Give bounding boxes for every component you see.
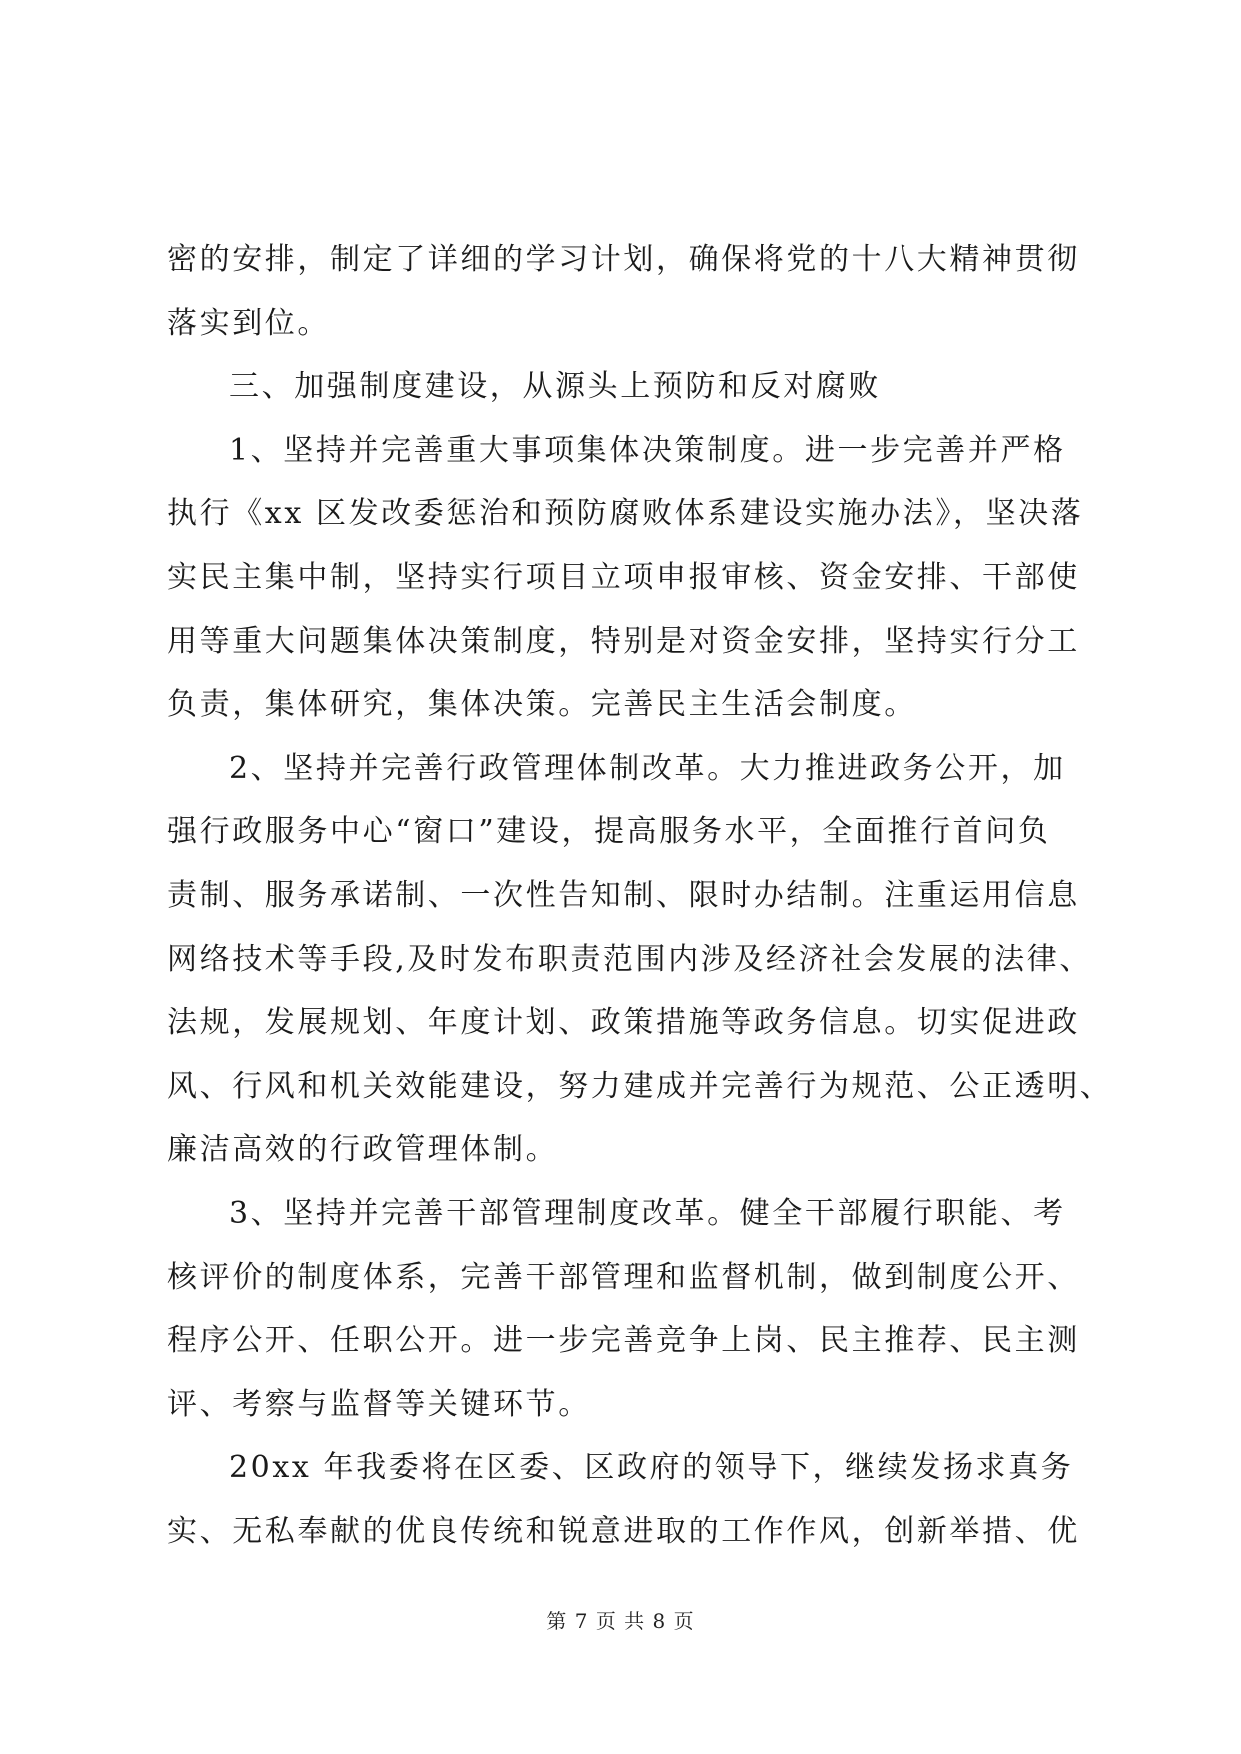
- text-line: 密的安排，制定了详细的学习计划，确保将党的十八大精神贯彻: [167, 242, 1080, 277]
- text-line: 用等重大问题集体决策制度，特别是对资金安排，坚持实行分工: [167, 623, 1080, 659]
- text-line: 落实到位。: [167, 305, 330, 341]
- text-line: 实、无私奉献的优良传统和锐意进取的工作作风，创新举措、优: [167, 1513, 1080, 1549]
- text-line: 风、行风和机关效能建设，努力建成并完善行为规范、公正透明、: [167, 1068, 1113, 1104]
- text-line: 执行《xx 区发改委惩治和预防腐败体系建设实施办法》，坚决落: [167, 496, 1084, 532]
- page-number-footer: 第 7 页 共 8 页: [546, 1609, 695, 1633]
- text-line: 强行政服务中心“窗口”建设，提高服务水平，全面推行首问负: [167, 814, 1051, 850]
- text-line: 2、坚持并完善行政管理体制改革。大力推进政务公开，加: [229, 750, 1066, 786]
- section-heading: 三、加强制度建设，从源头上预防和反对腐败: [229, 369, 881, 405]
- text-line: 评、考察与监督等关键环节。: [167, 1386, 591, 1422]
- text-line: 负责，集体研究，集体决策。完善民主生活会制度。: [167, 687, 917, 723]
- document-body: [167, 228, 1113, 1563]
- text-line: 程序公开、任职公开。进一步完善竞争上岗、民主推荐、民主测: [167, 1323, 1080, 1359]
- text-line: 网络技术等手段,及时发布职责范围内涉及经济社会发展的法律、: [167, 941, 1092, 977]
- text-line: 核评价的制度体系，完善干部管理和监督机制，做到制度公开、: [167, 1259, 1080, 1295]
- text-line: 实民主集中制，坚持实行项目立项申报审核、资金安排、干部使: [167, 559, 1080, 595]
- text-line: 20xx 年我委将在区委、区政府的领导下，继续发扬求真务: [229, 1450, 1074, 1486]
- text-line: 法规，发展规划、年度计划、政策措施等政务信息。切实促进政: [167, 1005, 1080, 1041]
- text-line: 3、坚持并完善干部管理制度改革。健全干部履行职能、考: [229, 1195, 1066, 1231]
- text-line: 责制、服务承诺制、一次性告知制、限时办结制。注重运用信息: [167, 877, 1080, 913]
- text-line: 1、坚持并完善重大事项集体决策制度。进一步完善并严格: [229, 432, 1066, 468]
- text-line: 廉洁高效的行政管理体制。: [167, 1132, 559, 1168]
